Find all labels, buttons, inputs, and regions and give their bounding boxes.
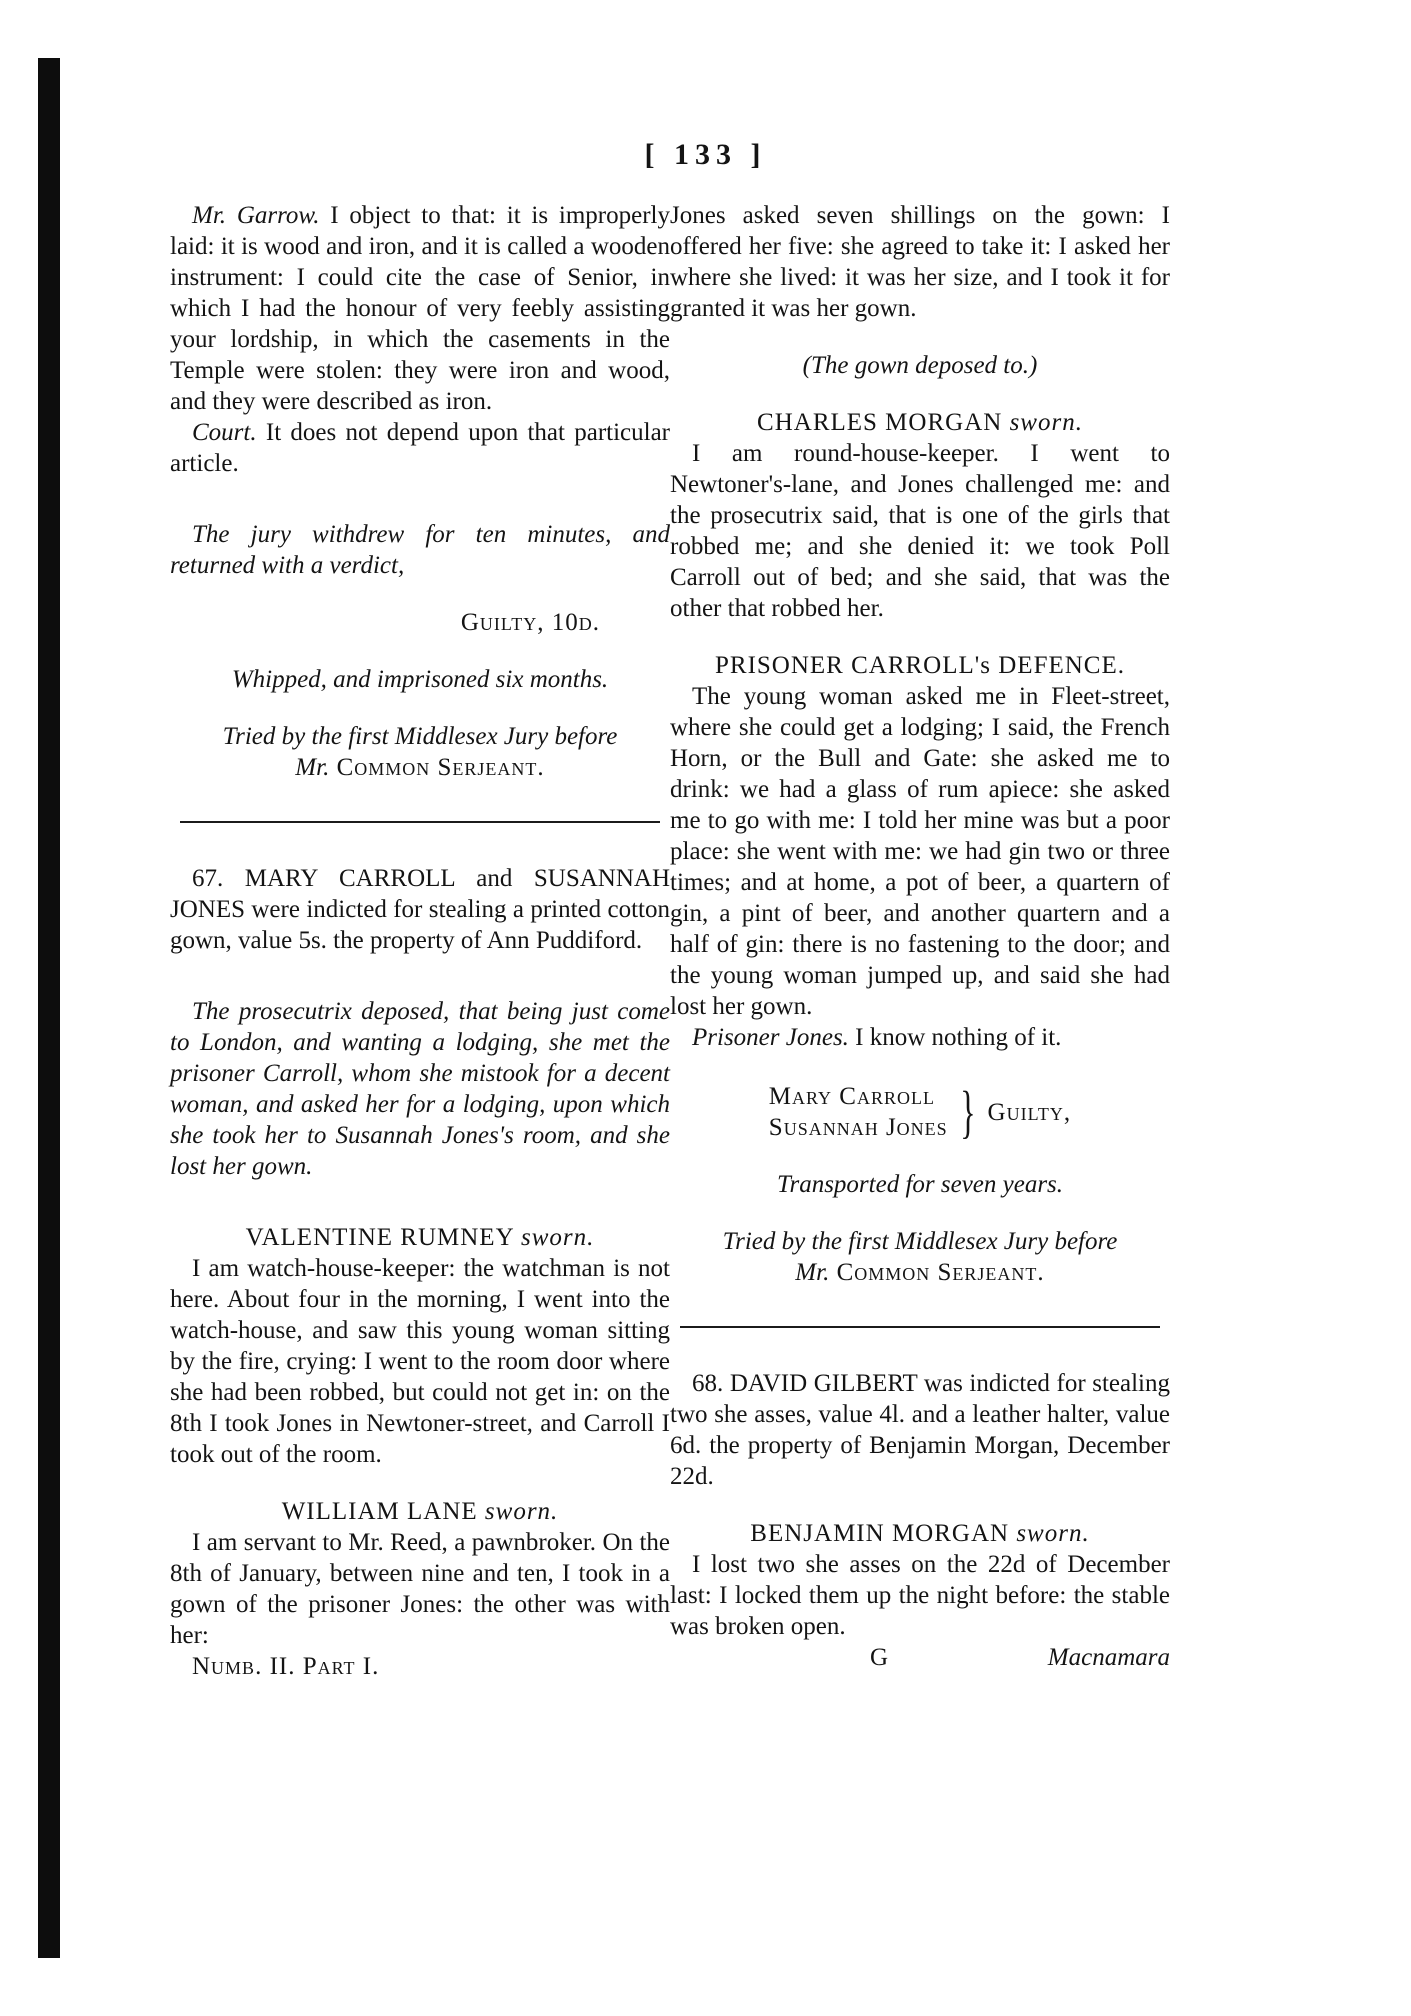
speech-text: It does not depend upon that particular article. — [170, 419, 670, 477]
defendant-name: Mary Carroll — [768, 1083, 935, 1110]
sentence: Whipped, and imprisoned six months. — [231, 666, 609, 693]
joint-verdict — [670, 1081, 1170, 1143]
defence-text: The young woman asked me in Fleet-street, where she could get a lodging; I said, the French Horn, or the Bull and Gate: she asked me to drink: we had a glass of rum apiece: she asked me to go with me: I told her mine was but a poor place: she went with me: we had gin two or three times; and at home, a pot of beer, a quartern of gin, a pint of beer, and another quartern and a half of gin: there is no fastening to the door; and the young woman jumped up, and said she had lost her gown. — [670, 683, 1170, 1020]
signature-mark: G — [870, 1644, 889, 1671]
tried-line: Tried by the first Middlesex Jury before — [222, 723, 618, 750]
section-divider — [180, 821, 660, 823]
jones-statement: Prisoner Jones. I know nothing of it. — [692, 1024, 1062, 1051]
tried-line-judge: Mr. Common Serjeant. — [795, 1259, 1045, 1286]
defendant-name: Susannah Jones — [768, 1114, 948, 1141]
brace-symbol: } — [959, 1079, 976, 1144]
section-divider — [680, 1326, 1160, 1328]
page-number: [ 133 ] — [644, 138, 767, 171]
page-footer — [670, 1642, 1170, 1673]
witness-testimony: I am round-house-keeper. I went to Newtoner's-lane, and Jones challenged me: and the prosecutrix said, that is one of the girls that robbed me; and she denied it: we took Poll Carroll out of bed; and she said, that was the other that robbed her. — [670, 440, 1170, 622]
tried-line: Tried by the first Middlesex Jury before — [722, 1228, 1118, 1255]
speaker-label: Mr. Garrow. — [192, 202, 320, 229]
defendant-names — [769, 1081, 948, 1143]
witness-heading: VALENTINE RUMNEY sworn. — [245, 1224, 595, 1251]
case-67-indictment: 67. MARY CARROLL and SUSANNAH JONES were indicted for stealing a printed cotton gown, value 5s. the property of Ann Puddiford. — [170, 865, 670, 954]
witness-testimony: I am watch-house-keeper: the watchman is not here. About four in the morning, I went into the watch-house, and saw this young woman sitting by the fire, crying: I went to the room door where she had been robbed, but could not get in: on the 8th I took Jones in Newtoner-street, and Carroll I took out of the room. — [170, 1255, 670, 1468]
verdict: Guilty, 10d. — [460, 609, 600, 636]
catchword: Macnamara — [1047, 1644, 1170, 1671]
witness-testimony: I lost two she asses on the 22d of December last: I locked them up the night before: the stable was broken open. — [670, 1551, 1170, 1640]
garrow-objection — [170, 200, 670, 417]
witness-testimony: I am servant to Mr. Reed, a pawnbroker. On the 8th of January, between nine and ten, I took in a gown of the prisoner Jones: the other was with her: — [170, 1529, 670, 1649]
court-remark — [170, 417, 670, 479]
witness-heading: CHARLES MORGAN sworn. — [757, 409, 1083, 436]
defence-heading: PRISONER CARROLL's DEFENCE. — [714, 652, 1126, 679]
exhibit-note: (The gown deposed to.) — [802, 352, 1038, 379]
tried-line-judge: Mr. Common Serjeant. — [295, 754, 545, 781]
jury-note: The jury withdrew for ten minutes, and returned with a verdict, — [170, 521, 670, 579]
speaker-label: Court. — [192, 419, 257, 446]
speech-text: I object to that: it is improperly laid: it is wood and iron, and it is called a wooden instrument: I could cite the case of Senior, in which I had the honour of very feebly assisting your lordship, in which the casements in the Temple were stolen: they were iron and wood, and they were described as iron. — [170, 202, 670, 415]
prosecutrix-deposition: The prosecutrix deposed, that being just come to London, and wanting a lodging, she met the prisoner Carroll, whom she mistook for a decent woman, and asked her for a lodging, upon which she took her to Susannah Jones's room, and she lost her gown. — [170, 998, 670, 1180]
binding-edge — [38, 58, 60, 1958]
right-column — [670, 200, 1170, 1673]
left-column — [170, 200, 670, 1682]
sentence: Transported for seven years. — [776, 1171, 1064, 1198]
speaker-label: Prisoner Jones. — [692, 1024, 849, 1051]
witness-testimony-continued: Jones asked seven shillings on the gown: I offered her five: she agreed to take it: I asked her where she lived: it was her size, and I took it for granted it was her gown. — [670, 202, 1170, 322]
witness-heading: BENJAMIN MORGAN sworn. — [750, 1520, 1090, 1547]
witness-heading: WILLIAM LANE sworn. — [281, 1498, 559, 1525]
footer-signature: Numb. II. Part I. — [192, 1653, 380, 1680]
verdict: Guilty, — [987, 1098, 1072, 1126]
case-68-indictment: 68. DAVID GILBERT was indicted for stealing two she asses, value 4l. and a leather halter, value 6d. the property of Benjamin Morgan, December 22d. — [670, 1370, 1170, 1490]
